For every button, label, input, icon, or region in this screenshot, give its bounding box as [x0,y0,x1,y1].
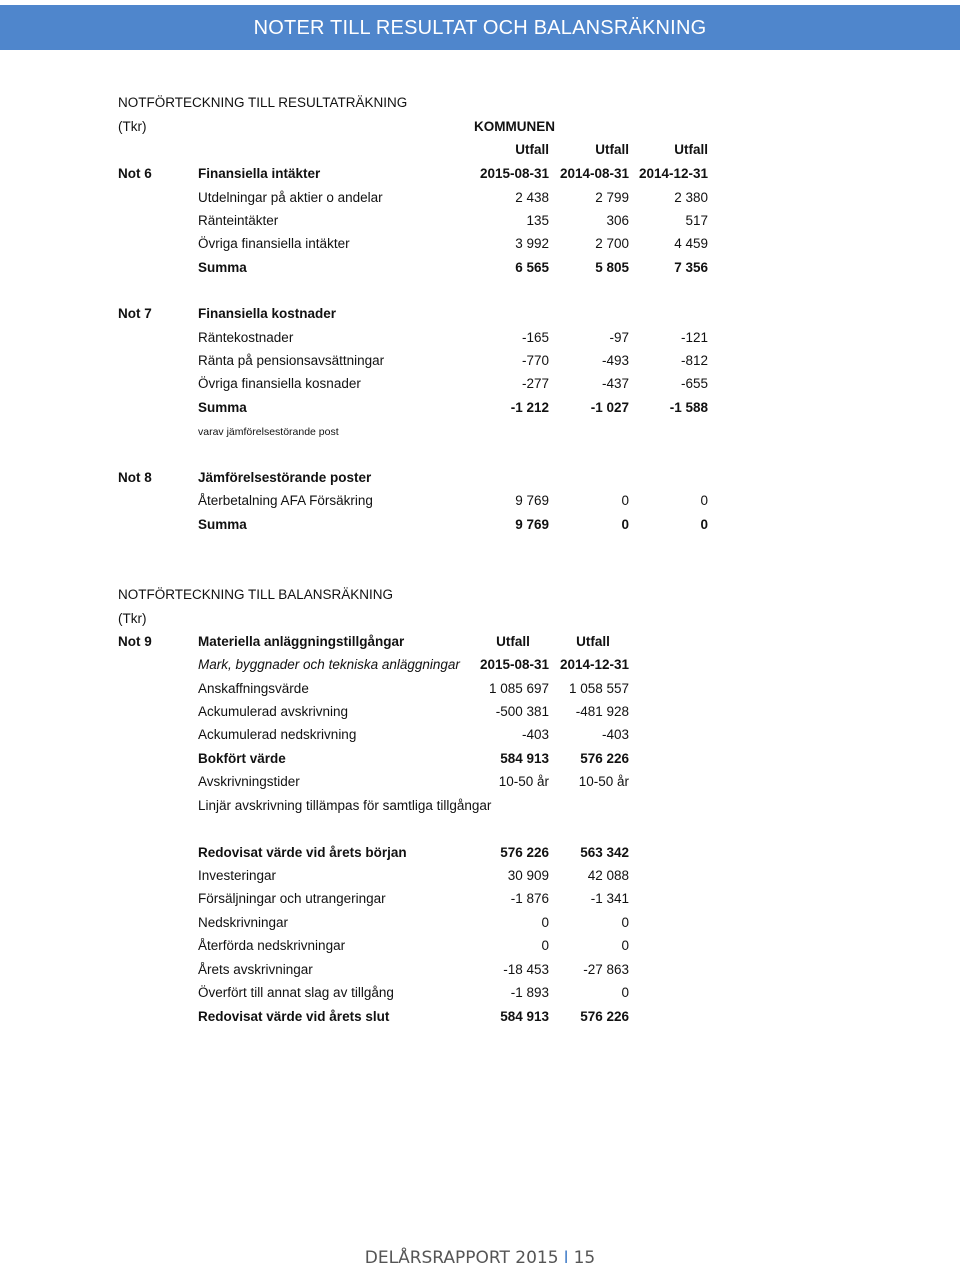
column-date: 2014-12-31 [638,166,708,181]
row-label: Ackumulerad nedskrivning [198,727,357,742]
row-label: Investeringar [198,868,277,883]
row-label: Avskrivningstider [198,774,300,789]
cell-value: -403 [521,727,549,742]
column-date: 2015-08-31 [479,166,549,181]
cell-value: -165 [521,330,549,345]
sum-value: 5 805 [595,260,629,275]
cell-value: 9 769 [515,493,549,508]
row-label: Årets avskrivningar [198,962,313,977]
cell-value: 2 438 [515,190,549,205]
page-footer [0,1248,960,1268]
cell-value: -18 453 [503,962,549,977]
cell-value: 0 [621,493,629,508]
row-label: Anskaffningsvärde [198,681,309,696]
cell-value: 517 [685,213,708,228]
col-label-1: Utfall [515,142,549,157]
col-label-2: Utfall [595,142,629,157]
subtitle: Mark, byggnader och tekniska anläggningar [198,657,460,672]
cell-value: 3 992 [515,236,549,251]
sum-value: 6 565 [515,260,549,275]
cell-value: -812 [680,353,708,368]
note-text: Linjär avskrivning tillämpas för samtliga tillgångar [198,798,492,813]
cell-value: 0 [621,915,629,930]
cell-value: -770 [521,353,549,368]
note-number: Not 6 [118,166,152,181]
row-label: Ränta på pensionsavsättningar [198,353,385,368]
row-label: Återbetalning AFA Försäkring [198,493,373,508]
cell-value: 1 085 697 [488,681,549,696]
page-number: 15 [573,1248,596,1268]
cell-value: -1 341 [590,891,629,906]
sum-value: -1 588 [669,400,708,415]
footer-separator: I [563,1248,569,1268]
cell-value: 42 088 [587,868,629,883]
cell-value: -500 381 [495,704,549,719]
note-title: Finansiella kostnader [198,306,337,321]
sum-label: Summa [198,260,247,275]
sum-value: 9 769 [515,517,549,532]
sum-value: 576 226 [580,751,629,766]
note-number: Not 8 [118,470,152,485]
note-text: varav jämförelsestörande post [198,426,339,438]
cell-value: 135 [526,213,549,228]
cell-value: 1 058 557 [568,681,629,696]
column-date: 2014-08-31 [559,166,629,181]
balans-heading: NOTFÖRTECKNING TILL BALANSRÄKNING [118,587,394,602]
footer-report-title: DELÅRSRAPPORT 2015 [364,1248,559,1268]
cell-value: -437 [601,376,629,391]
balans-unit: (Tkr) [118,611,147,626]
sum-label: Redovisat värde vid årets början [198,845,407,860]
cell-value: 0 [700,493,708,508]
cell-value: 0 [621,938,629,953]
row-label: Utdelningar på aktier o andelar [198,190,383,205]
sum-label: Summa [198,400,247,415]
row-label: Övriga finansiella kosnader [198,376,361,391]
page-title: NOTER TILL RESULTAT OCH BALANSRÄKNING [253,17,707,39]
cell-value: 0 [621,985,629,1000]
cell-value: -655 [680,376,708,391]
cell-value: 2 380 [674,190,708,205]
cell-value: 10-50 år [498,774,549,789]
sum-value: 0 [700,517,708,532]
note-title: Materiella anläggningstillgångar [198,634,405,649]
cell-value: 10-50 år [578,774,629,789]
cell-value: 2 700 [595,236,629,251]
note-title: Jämförelsestörande poster [198,470,372,485]
note-number: Not 9 [118,634,152,649]
sum-value: -1 212 [510,400,549,415]
note-number: Not 7 [118,306,152,321]
cell-value: 4 459 [674,236,708,251]
row-label: Ackumulerad avskrivning [198,704,349,719]
row-label: Räntekostnader [198,330,294,345]
sum-value: 563 342 [580,845,629,860]
sum-value: 576 226 [500,845,549,860]
group-label: KOMMUNEN [474,119,555,134]
header-banner [0,5,960,50]
col-label-1: Utfall [496,634,530,649]
sum-value: 584 913 [500,1009,549,1024]
cell-value: -493 [601,353,629,368]
sum-value: 0 [621,517,629,532]
resultat-unit: (Tkr) [118,119,147,134]
row-label: Överfört till annat slag av tillgång [198,985,394,1000]
cell-value: -481 928 [575,704,629,719]
cell-value: -403 [601,727,629,742]
cell-value: 0 [541,915,549,930]
cell-value: -277 [521,376,549,391]
cell-value: 0 [541,938,549,953]
col-label-3: Utfall [674,142,708,157]
cell-value: -121 [680,330,708,345]
sum-value: -1 027 [590,400,629,415]
cell-value: -97 [609,330,629,345]
sum-label: Redovisat värde vid årets slut [198,1009,390,1024]
cell-value: -27 863 [583,962,629,977]
note-title: Finansiella intäkter [198,166,321,181]
sum-value: 576 226 [580,1009,629,1024]
cell-value: 2 799 [595,190,629,205]
sum-value: 7 356 [674,260,708,275]
sum-label: Bokfört värde [198,751,286,766]
column-date: 2015-08-31 [479,657,549,672]
cell-value: -1 893 [510,985,549,1000]
cell-value: -1 876 [510,891,549,906]
resultat-heading: NOTFÖRTECKNING TILL RESULTATRÄKNING [118,95,408,110]
row-label: Nedskrivningar [198,915,289,930]
row-label: Försäljningar och utrangeringar [198,891,386,906]
sum-value: 584 913 [500,751,549,766]
column-date: 2014-12-31 [559,657,629,672]
col-label-2: Utfall [576,634,610,649]
row-label: Ränteintäkter [198,213,279,228]
cell-value: 30 909 [507,868,549,883]
cell-value: 306 [606,213,629,228]
row-label: Återförda nedskrivningar [198,938,346,953]
row-label: Övriga finansiella intäkter [198,236,350,251]
sum-label: Summa [198,517,247,532]
